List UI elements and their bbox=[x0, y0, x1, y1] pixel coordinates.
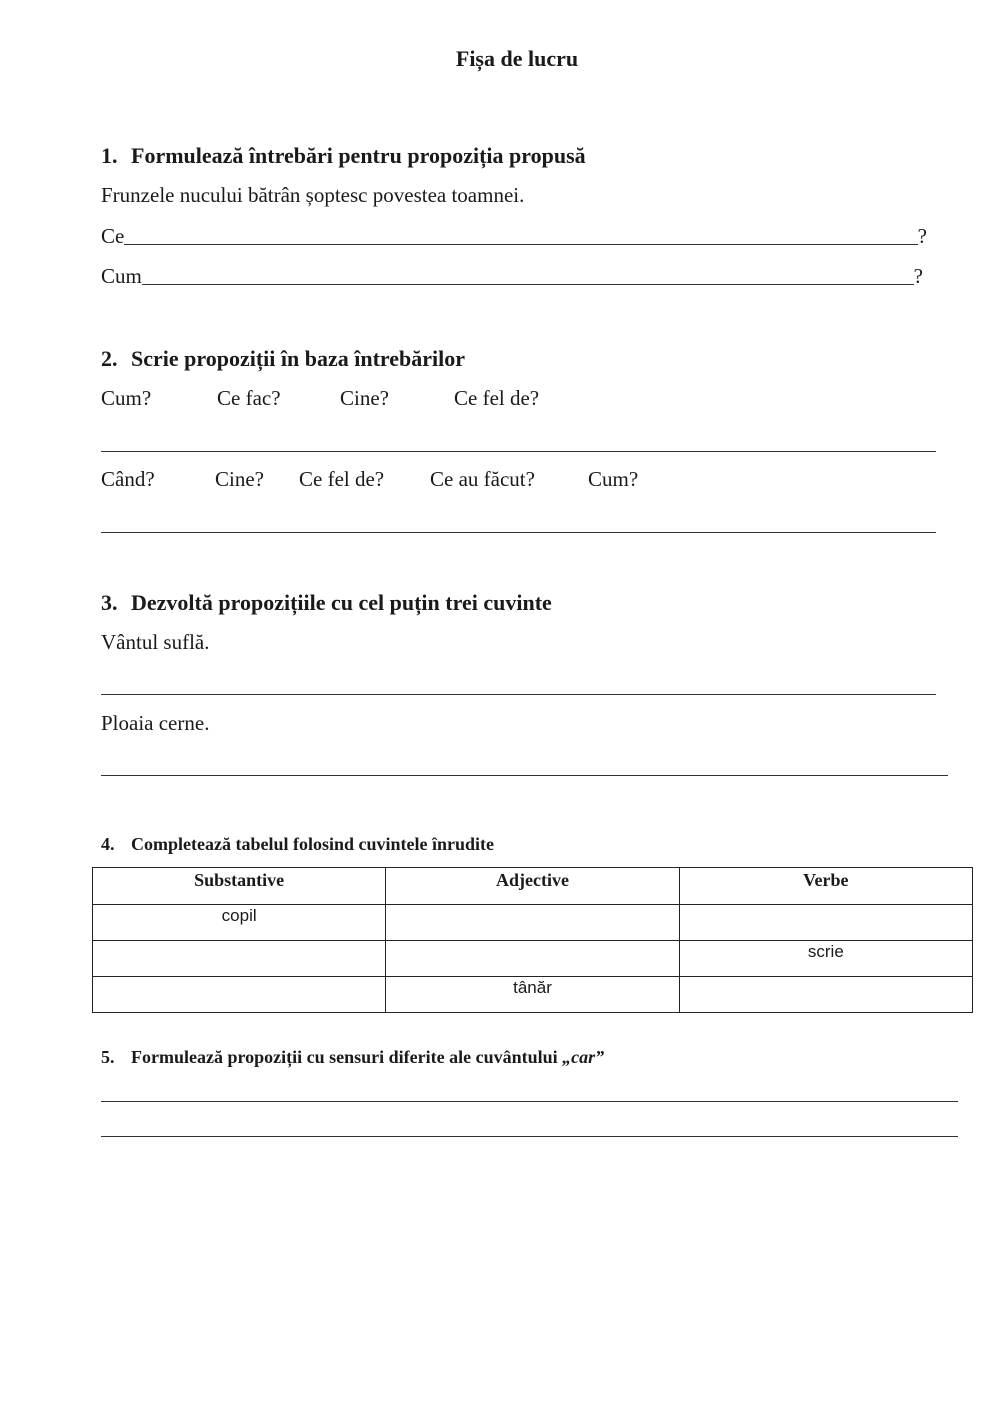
table-cell[interactable] bbox=[679, 977, 972, 1013]
table-cell[interactable] bbox=[386, 905, 679, 941]
answer-prefix: Ce bbox=[101, 224, 125, 248]
column-header-verbe: Verbe bbox=[679, 868, 972, 905]
table-cell[interactable]: copil bbox=[93, 905, 386, 941]
prompt-word: Cum? bbox=[101, 386, 152, 410]
q3-sentence: Ploaia cerne. bbox=[101, 711, 210, 735]
answer-line[interactable] bbox=[101, 1101, 958, 1102]
prompt-word: Ce fel de? bbox=[454, 386, 540, 410]
answer-line[interactable] bbox=[101, 775, 948, 776]
quoted-word: „car” bbox=[562, 1047, 605, 1067]
q1-sentence: Frunzele nucului bătrân șoptesc povestea toamnei. bbox=[101, 183, 525, 207]
q2-prompt-group-2 bbox=[0, 467, 1000, 497]
prompt-word: Cum? bbox=[588, 467, 639, 491]
question-text: Dezvoltă propozițiile cu cel puțin trei cuvinte bbox=[131, 590, 552, 615]
question-number: 3. bbox=[101, 590, 118, 615]
answer-blank[interactable] bbox=[142, 284, 914, 285]
prompt-word: Cine? bbox=[215, 467, 264, 491]
question-number: 5. bbox=[101, 1047, 115, 1067]
q1-answer-row-ce[interactable] bbox=[101, 224, 927, 249]
prompt-word: Ce fac? bbox=[217, 386, 281, 410]
question-2-heading bbox=[101, 346, 465, 372]
page-title: Fișa de lucru bbox=[455, 46, 579, 71]
prompt-word: Când? bbox=[101, 467, 155, 491]
question-3-heading bbox=[101, 590, 552, 616]
question-text: Formulează întrebări pentru propoziția propusă bbox=[131, 143, 586, 168]
question-5-heading bbox=[101, 1047, 604, 1068]
column-header-adjective: Adjective bbox=[386, 868, 679, 905]
question-1-heading bbox=[101, 143, 586, 169]
q3-sentence: Vântul suflă. bbox=[101, 630, 210, 654]
question-text: Completează tabelul folosind cuvintele înrudite bbox=[131, 834, 494, 854]
prompt-word: Ce fel de? bbox=[299, 467, 385, 491]
answer-line[interactable] bbox=[101, 1136, 958, 1137]
answer-suffix: ? bbox=[913, 264, 923, 288]
question-number: 1. bbox=[101, 143, 118, 168]
table-cell[interactable] bbox=[93, 977, 386, 1013]
answer-prefix: Cum bbox=[101, 264, 142, 288]
table-cell[interactable]: scrie bbox=[679, 941, 972, 977]
table-cell[interactable] bbox=[679, 905, 972, 941]
prompt-word: Cine? bbox=[340, 386, 389, 410]
answer-line[interactable] bbox=[101, 532, 936, 533]
table-cell[interactable] bbox=[386, 941, 679, 977]
table-row bbox=[93, 905, 973, 941]
table-row bbox=[93, 941, 973, 977]
prompt-word: Ce au făcut? bbox=[430, 467, 535, 491]
table-header-row bbox=[93, 868, 973, 905]
table-row bbox=[93, 977, 973, 1013]
answer-blank[interactable] bbox=[124, 244, 917, 245]
question-number: 4. bbox=[101, 834, 115, 854]
answer-line[interactable] bbox=[101, 694, 936, 695]
table-cell[interactable] bbox=[93, 941, 386, 977]
question-number: 2. bbox=[101, 346, 118, 371]
column-header-substantive: Substantive bbox=[93, 868, 386, 905]
question-text: Formulează propoziții cu sensuri diferite ale cuvântului bbox=[131, 1047, 558, 1067]
answer-line[interactable] bbox=[101, 451, 936, 452]
answer-suffix: ? bbox=[917, 224, 927, 248]
q2-prompt-group-1 bbox=[0, 386, 1000, 416]
table-cell[interactable]: tânăr bbox=[386, 977, 679, 1013]
q1-answer-row-cum[interactable] bbox=[101, 264, 923, 289]
related-words-table bbox=[92, 867, 973, 1013]
question-text: Scrie propoziții în baza întrebărilor bbox=[131, 346, 466, 371]
question-4-heading bbox=[101, 834, 494, 855]
